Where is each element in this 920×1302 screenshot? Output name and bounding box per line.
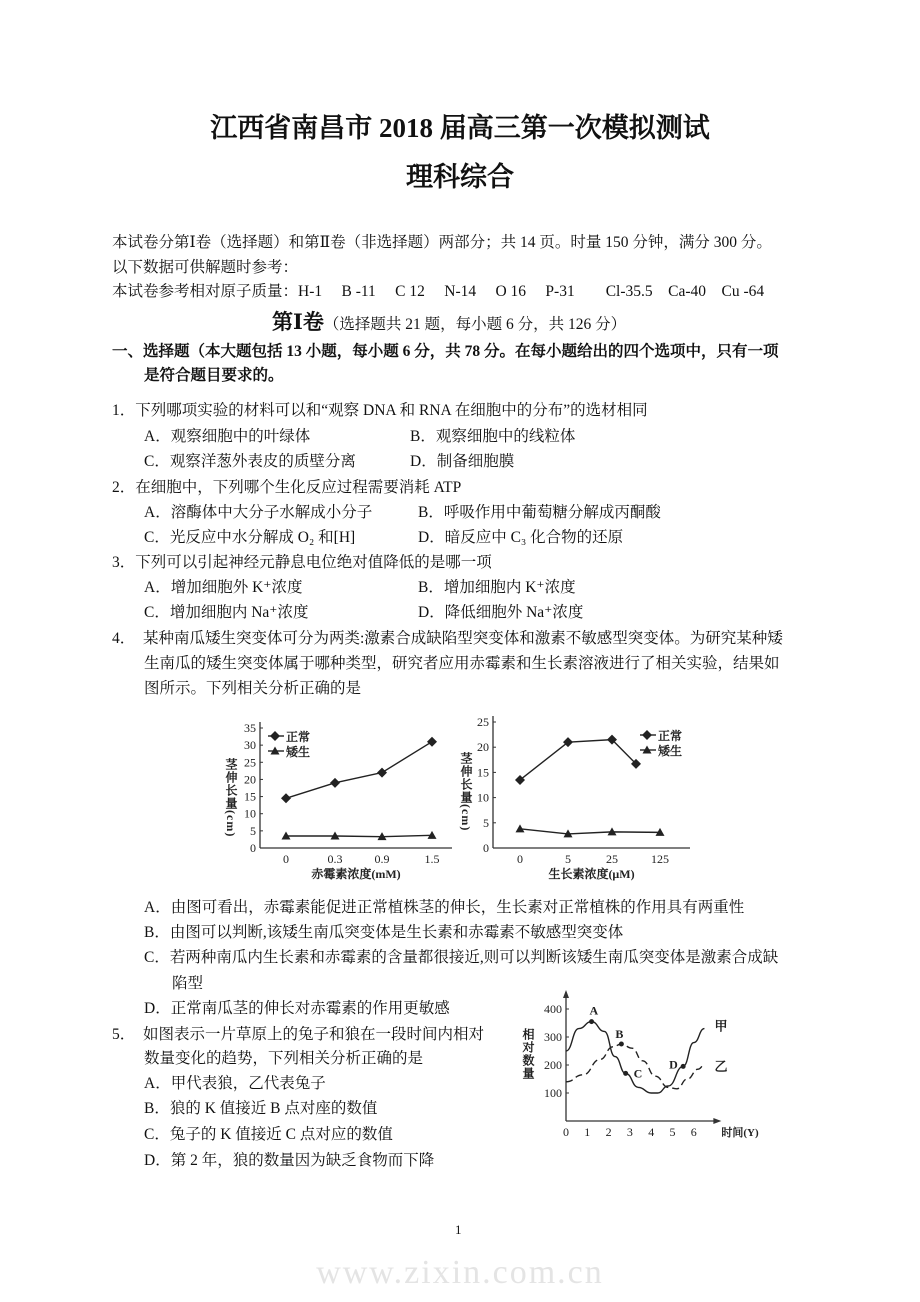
- option-b: B．由图可以判断,该矮生南瓜突变体是生长素和赤霉素不敏感型突变体: [144, 924, 624, 941]
- option-b: B．观察细胞中的线粒体: [410, 428, 576, 445]
- x-tick-label: 5: [669, 1125, 676, 1139]
- option-a: A．增加细胞外 K⁺浓度: [144, 579, 303, 596]
- legend-label: 矮生: [286, 745, 311, 759]
- watermark: www.zixin.com.cn: [316, 1254, 604, 1291]
- option-d: D．第 2 年，狼的数量因为缺乏食物而下降: [144, 1152, 435, 1169]
- diamond-marker: [427, 737, 437, 747]
- x-tick-label: 0.3: [327, 852, 343, 866]
- intro-line: 本试卷参考相对原子质量：H-1 B -11 C 12 N-14 O 16 P-31 Cl-35.5 Ca-40 Cu -64: [112, 283, 765, 300]
- x-tick-label: 4: [648, 1125, 655, 1139]
- point-marker: [589, 1019, 594, 1024]
- y-tick-label: 30: [244, 738, 256, 753]
- y-tick-label: 20: [244, 772, 256, 787]
- exam-subtitle: 理科综合: [406, 162, 514, 192]
- x-tick-label: 0: [517, 852, 523, 866]
- option-c: C．观察洋葱外表皮的质壁分离: [144, 453, 356, 470]
- option-c: C．光反应中水分解成 O₂ 和[H]: [144, 529, 356, 546]
- y-tick-label: 10: [477, 790, 489, 805]
- option-c: C．若两种南瓜内生长素和赤霉素的含量都很接近,则可以判断该矮生南瓜突变体是激素合成缺: [144, 949, 779, 966]
- chart-2-y-axis-label: 茎伸长量(cm): [459, 752, 473, 832]
- x-axis-arrow: [713, 1118, 721, 1124]
- legend-label: 矮生: [658, 744, 683, 758]
- point-label: C: [633, 1066, 643, 1081]
- x-tick-label: 0: [563, 1125, 569, 1139]
- option-b: B．增加细胞内 K⁺浓度: [418, 579, 576, 596]
- x-axis-label: 时间(Y): [721, 1127, 759, 1139]
- series-line-正常: [520, 740, 636, 780]
- x-tick-label: 0: [283, 852, 289, 866]
- question-1-stem: 1．下列哪项实验的材料可以和“观察 DNA 和 RNA 在细胞中的分布”的选材相同: [112, 402, 648, 419]
- chart-1-y-axis-label: 茎伸长量(cm): [224, 758, 238, 838]
- question-4-stem: 4． 某种南瓜矮生突变体可分为两类:激素合成缺陷型突变体和激素不敏感型突变体。为研究某种矮: [112, 630, 783, 647]
- diamond-marker: [281, 793, 291, 803]
- question-4-stem: 生南瓜的矮生突变体属于哪种类型，研究者应用赤霉素和生长素溶液进行了相关实验，结果如: [144, 655, 780, 672]
- section-heading: 是符合题目要求的。: [144, 367, 284, 384]
- section-heading: 一、选择题（本大题包括 13 小题，每小题 6 分，共 78 分。在每小题给出的四个选项中，只有一项: [112, 343, 779, 360]
- series-label: 乙: [714, 1059, 728, 1074]
- intro-line: 以下数据可供解题时参考：: [112, 259, 299, 276]
- chart-3-y-axis-label: 相对数量: [521, 1028, 535, 1080]
- y-tick-label: 300: [544, 1030, 562, 1044]
- point-marker: [623, 1071, 628, 1076]
- page-number: 1: [455, 1222, 462, 1237]
- part-note: （选择题共 21 题，每小题 6 分，共 126 分）: [323, 316, 627, 333]
- y-tick-label: 10: [244, 806, 256, 821]
- x-tick-label: 25: [606, 852, 618, 866]
- legend-label: 正常: [286, 730, 311, 744]
- legend-label: 正常: [658, 729, 683, 743]
- y-tick-label: 35: [244, 721, 256, 735]
- y-tick-label: 200: [544, 1058, 562, 1072]
- question-2-stem: 2．在细胞中，下列哪个生化反应过程需要消耗 ATP: [112, 479, 462, 496]
- y-tick-label: 5: [250, 823, 256, 838]
- point-label: D: [669, 1057, 678, 1072]
- diamond-marker: [377, 768, 387, 778]
- triangle-marker: [516, 824, 525, 832]
- x-tick-label: 125: [651, 852, 669, 866]
- y-tick-label: 100: [544, 1086, 562, 1100]
- y-tick-label: 0: [483, 841, 489, 855]
- point-marker: [681, 1064, 686, 1069]
- option-c: C．兔子的 K 值接近 C 点对应的数值: [144, 1126, 393, 1143]
- y-axis-arrow: [563, 990, 569, 998]
- x-axis-label: 赤霉素浓度(mM): [311, 867, 401, 881]
- diamond-marker: [270, 731, 280, 741]
- question-5-stem: 数量变化的趋势，下列相关分析正确的是: [144, 1050, 424, 1067]
- intro-line: 本试卷分第Ⅰ卷（选择题）和第Ⅱ卷（非选择题）两部分；共 14 页。时量 150 分钟，满分 300 分。: [112, 234, 772, 251]
- x-tick-label: 5: [565, 852, 571, 866]
- y-tick-label: 25: [477, 715, 489, 729]
- y-tick-label: 5: [483, 815, 489, 830]
- x-tick-label: 1.5: [424, 852, 440, 866]
- question-4-stem: 图所示。下列相关分析正确的是: [144, 680, 362, 697]
- option-d: D．制备细胞膜: [410, 453, 515, 470]
- y-tick-label: 400: [544, 1002, 562, 1016]
- option-b: B．狼的 K 值接近 B 点对座的数值: [144, 1100, 378, 1117]
- y-tick-label: 15: [244, 789, 256, 804]
- y-tick-label: 0: [250, 841, 256, 855]
- diamond-marker: [642, 730, 652, 740]
- exam-title: 江西省南昌市 2018 届高三第一次模拟测试: [210, 113, 710, 143]
- x-tick-label: 6: [690, 1125, 697, 1139]
- option-a: A．观察细胞中的叶绿体: [144, 428, 311, 445]
- series-line-矮生: [520, 829, 660, 834]
- x-tick-label: 0.9: [374, 852, 390, 866]
- option-d: D．暗反应中 C₃ 化合物的还原: [418, 529, 624, 546]
- question-5-stem: 5． 如图表示一片草原上的兔子和狼在一段时间内相对: [112, 1026, 485, 1043]
- point-label: A: [589, 1003, 599, 1018]
- y-tick-label: 20: [477, 740, 489, 755]
- point-label: B: [615, 1027, 624, 1041]
- option-b: B．呼吸作用中葡萄糖分解成丙酮酸: [418, 504, 661, 521]
- option-c: 陷型: [172, 975, 204, 992]
- diamond-marker: [330, 778, 340, 788]
- x-tick-label: 2: [605, 1125, 612, 1139]
- option-a: A．溶酶体中大分子水解成小分子: [144, 504, 373, 521]
- option-d: D．降低细胞外 Na⁺浓度: [418, 604, 584, 621]
- option-a: A．甲代表狼，乙代表兔子: [144, 1075, 326, 1092]
- y-tick-label: 15: [477, 765, 489, 780]
- x-tick-label: 3: [626, 1125, 633, 1139]
- series-label: 甲: [714, 1018, 728, 1034]
- y-tick-label: 25: [244, 755, 256, 770]
- option-c: C．增加细胞内 Na⁺浓度: [144, 604, 309, 621]
- option-d: D．正常南瓜茎的伸长对赤霉素的作用更敏感: [144, 1000, 450, 1017]
- question-3-stem: 3．下列可以引起神经元静息电位绝对值降低的是哪一项: [112, 554, 492, 571]
- point-marker: [619, 1042, 624, 1047]
- series-line-矮生: [286, 835, 432, 836]
- x-tick-label: 1: [584, 1125, 591, 1139]
- part-title: 第Ⅰ卷: [272, 310, 324, 334]
- x-axis-label: 生长素浓度(μM): [548, 867, 635, 881]
- option-a: A．由图可看出，赤霉素能促进正常植株茎的伸长，生长素对正常植株的作用具有两重性: [144, 899, 745, 916]
